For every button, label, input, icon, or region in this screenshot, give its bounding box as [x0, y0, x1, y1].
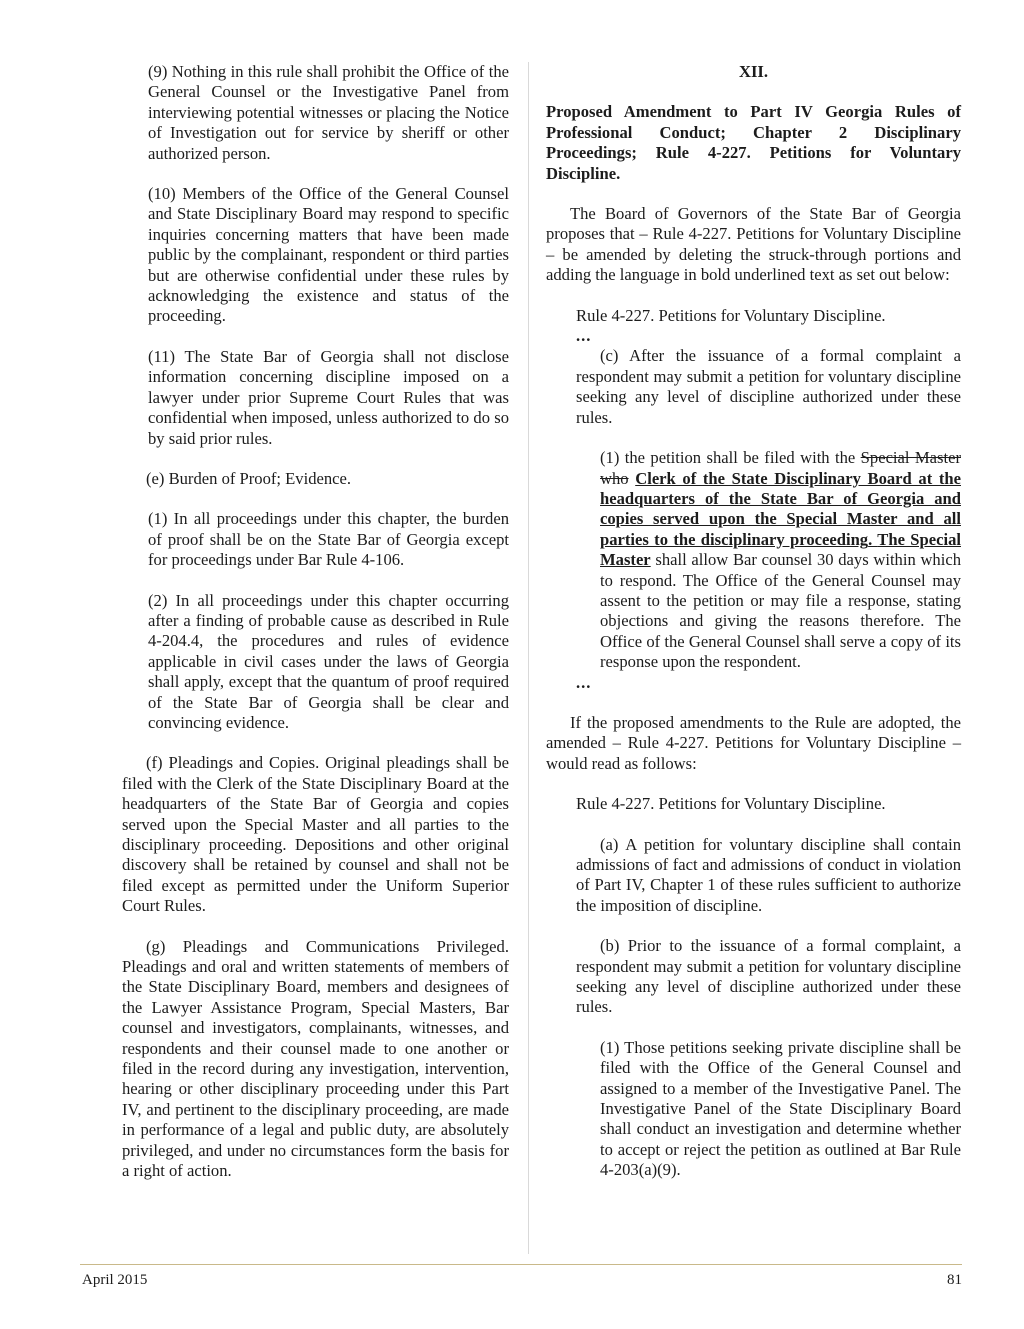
amendment-heading: Proposed Amendment to Part IV Georgia Rules of Professional Conduct; Chapter 2 Disciplinary Proceedings; Rule 4-227. Petitions for Voluntary Discipline.	[546, 102, 961, 183]
rule-a: (a) A petition for voluntary discipline shall contain admissions of fact and admissions of conduct in violation of Part IV, Chapter 1 of these rules sufficient to authorize the imposition of discipline.	[576, 834, 961, 915]
section-g: (g) Pleadings and Communications Privileged. Pleadings and oral and written statements of members of the State Disciplinary Board, members and designees of the Lawyer Assistance Program, Special Masters, Bar counsel and investigators, complainants, witnesses, and respondents and their counsel made to one another or filed in the record during any investigation, intervention, hearing or other disciplinary proceeding under this Part IV, and pertinent to the disciplinary proceeding, are made in performance of a legal and public duty, are absolutely privileged, and under no circumstances form the basis for a right of action.	[122, 936, 509, 1181]
rule-c-1-rest: shall allow Bar counsel 30 days within which to respond. The Office of the General Counsel may assent to the petition or may file a response, stating objections and giving the reasons therefore. The Office of the General Counsel shall serve a copy of its response upon the respondent.	[600, 550, 961, 672]
section-f: (f) Pleadings and Copies. Original pleadings shall be filed with the Clerk of the State Disciplinary Board at the headquarters of the State Bar of Georgia and copies served upon the Special Master and all parties to the disciplinary proceeding. Depositions and other original discovery shall be retained by counsel and shall not be filed except as permitted under the Uniform Superior Court Rules.	[122, 753, 509, 916]
rule-c: (c) After the issuance of a formal complaint a respondent may submit a petition for voluntary discipline seeking any level of discipline authorized under these rules.	[576, 346, 961, 427]
column-divider	[528, 62, 529, 1254]
footer-rule	[80, 1264, 962, 1265]
footer-date: April 2015	[82, 1272, 148, 1288]
rule-b-1: (1) Those petitions seeking private discipline shall be filed with the Office of the General Counsel and assigned to a member of the Investigative Panel. The Investigative Panel of the State Disciplinary Board shall conduct an investigation and determine whether to accept or reject the petition as outlined at Bar Rule 4-203(a)(9).	[600, 1037, 961, 1180]
if-adopted-paragraph: If the proposed amendments to the Rule are adopted, the amended – Rule 4-227. Petitions for Voluntary Discipline – would read as follows:	[546, 712, 961, 773]
section-e-2: (2) In all proceedings under this chapter occurring after a finding of probable cause as described in Rule 4-204.4, the procedures and rules of evidence applicable in civil cases under the laws of Georgia shall apply, except that the quantum of proof required of the State Bar of Georgia shall be clear and convincing evidence.	[148, 590, 509, 732]
inserted-text-2: The Special Master	[600, 529, 961, 570]
deleted-text: Special Master who	[600, 448, 961, 488]
page-number: 81	[947, 1272, 962, 1288]
intro-paragraph: The Board of Governors of the State Bar of Georgia proposes that – Rule 4-227. Petitions for Voluntary Discipline – be amended by deleting the struck-through portions and adding the language in bold underlined text as set out below:	[546, 204, 961, 285]
inserted-text-1: Clerk of the State Disciplinary Board at the headquarters of the State Bar of Georgia and copies served upon the Special Master and all parties to the disciplinary proceeding	[600, 468, 961, 549]
rule-title-2: Rule 4-227. Petitions for Voluntary Discipline.	[576, 794, 886, 814]
left-column	[122, 62, 509, 1202]
ellipsis-1: ...	[576, 326, 592, 346]
ellipsis-2: ...	[576, 672, 592, 692]
inserted-period: .	[868, 529, 878, 549]
rule-c-1-start: (1) the petition shall be filed with the	[600, 448, 861, 468]
paragraph-9: (9) Nothing in this rule shall prohibit the Office of the General Counsel or the Investigative Panel from interviewing potential witnesses or placing the Notice of Investigation out for service by sheriff or other authorized person.	[148, 62, 509, 163]
rule-b: (b) Prior to the issuance of a formal complaint, a respondent may submit a petition for voluntary discipline seeking any level of discipline authorized under these rules.	[576, 936, 961, 1017]
right-column	[546, 62, 961, 1201]
section-number: XII.	[738, 62, 769, 81]
section-e-heading: (e) Burden of Proof; Evidence.	[146, 468, 352, 488]
rule-title-1: Rule 4-227. Petitions for Voluntary Discipline.	[576, 305, 886, 325]
section-e-1: (1) In all proceedings under this chapter, the burden of proof shall be on the State Bar of Georgia except for proceedings under Bar Rule 4-106.	[148, 509, 509, 570]
paragraph-10: (10) Members of the Office of the General Counsel and State Disciplinary Board may respond to specific inquiries concerning matters that have been made public by the complainant, respondent or third parties but are otherwise confidential under these rules by acknowledging the existence and status of the proceeding.	[148, 184, 509, 326]
rule-c-1	[600, 448, 961, 672]
paragraph-11: (11) The State Bar of Georgia shall not disclose information concerning discipline imposed on a lawyer under prior Supreme Court Rules that was confidential when imposed, unless authorized to do so by said prior rules.	[148, 346, 509, 448]
